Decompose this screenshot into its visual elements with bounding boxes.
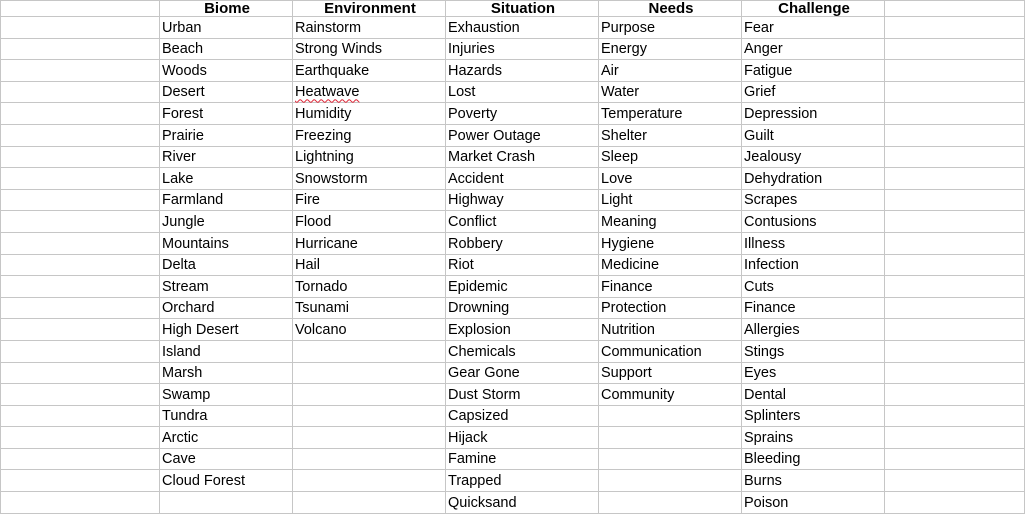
cell-text: Urban <box>162 19 202 36</box>
cell-environment[interactable] <box>293 189 446 211</box>
blank-cell[interactable] <box>885 232 1025 254</box>
cell-challenge[interactable] <box>742 362 885 384</box>
cell-text: Water <box>601 84 640 101</box>
cell-text: Community <box>601 386 675 403</box>
cell-text: Fear <box>744 19 774 36</box>
cell-situation[interactable] <box>446 103 599 125</box>
blank-cell[interactable] <box>885 211 1025 233</box>
cell-situation[interactable] <box>446 232 599 254</box>
header-environment[interactable]: Environment <box>293 1 446 17</box>
cell-needs[interactable] <box>599 340 742 362</box>
cell-situation[interactable] <box>446 276 599 298</box>
cell-biome[interactable] <box>160 232 293 254</box>
cell-text: Tsunami <box>295 300 349 317</box>
cell-text: Love <box>601 170 633 187</box>
cell-situation[interactable] <box>446 211 599 233</box>
cell-text: Snowstorm <box>295 170 368 187</box>
cell-biome[interactable] <box>160 146 293 168</box>
cell-text: Capsized <box>448 408 509 425</box>
blank-cell[interactable] <box>1 60 160 82</box>
cell-text: Tundra <box>162 408 208 425</box>
cell-needs[interactable] <box>599 448 742 470</box>
cell-text: Flood <box>295 213 332 230</box>
cell-environment[interactable] <box>293 103 446 125</box>
cell-text: Woods <box>162 62 207 79</box>
table-row <box>1 297 1025 319</box>
cell-text: Finance <box>601 278 653 295</box>
cell-needs[interactable] <box>599 470 742 492</box>
cell-text: Jungle <box>162 213 205 230</box>
cell-text: Accident <box>448 170 504 187</box>
blank-cell[interactable] <box>885 38 1025 60</box>
cell-needs[interactable] <box>599 189 742 211</box>
cell-text: Trapped <box>448 473 502 490</box>
cell-biome[interactable] <box>160 448 293 470</box>
cell-situation[interactable] <box>446 81 599 103</box>
cell-text: Fire <box>295 192 320 209</box>
blank-cell[interactable] <box>885 362 1025 384</box>
table-row <box>1 384 1025 406</box>
cell-text: Famine <box>448 451 497 468</box>
cell-biome[interactable] <box>160 81 293 103</box>
cell-needs[interactable] <box>599 319 742 341</box>
cell-text: Grief <box>744 84 776 101</box>
cell-text: Nutrition <box>601 321 655 338</box>
cell-text: Riot <box>448 257 474 274</box>
cell-needs[interactable] <box>599 232 742 254</box>
cell-environment[interactable] <box>293 211 446 233</box>
cell-text: Poverty <box>448 105 498 122</box>
blank-cell[interactable] <box>1 405 160 427</box>
blank-cell[interactable] <box>1 146 160 168</box>
cell-situation[interactable] <box>446 448 599 470</box>
table-row <box>1 362 1025 384</box>
cell-challenge[interactable] <box>742 384 885 406</box>
blank-cell[interactable] <box>885 146 1025 168</box>
cell-needs[interactable] <box>599 81 742 103</box>
cell-text: Stings <box>744 343 785 360</box>
header-situation[interactable]: Situation <box>446 1 599 17</box>
cell-needs[interactable] <box>599 254 742 276</box>
blank-cell[interactable] <box>1 124 160 146</box>
cell-needs[interactable] <box>599 427 742 449</box>
table-row <box>1 168 1025 190</box>
table-row <box>1 254 1025 276</box>
table-row <box>1 38 1025 60</box>
cell-text: Volcano <box>295 321 347 338</box>
cell-text: Stream <box>162 278 209 295</box>
cell-text: Arctic <box>162 429 199 446</box>
cell-environment[interactable] <box>293 60 446 82</box>
cell-situation[interactable] <box>446 319 599 341</box>
cell-text: Contusions <box>744 213 817 230</box>
cell-situation[interactable] <box>446 362 599 384</box>
cell-text: Cuts <box>744 278 774 295</box>
cell-biome[interactable] <box>160 405 293 427</box>
cell-challenge[interactable] <box>742 211 885 233</box>
cell-text: Temperature <box>601 105 683 122</box>
blank-cell[interactable] <box>1 232 160 254</box>
cell-challenge[interactable] <box>742 427 885 449</box>
cell-text: Energy <box>601 41 647 58</box>
cell-biome[interactable] <box>160 124 293 146</box>
cell-challenge[interactable] <box>742 276 885 298</box>
cell-text: Shelter <box>601 127 647 144</box>
cell-text: Illness <box>744 235 786 252</box>
cell-biome[interactable] <box>160 297 293 319</box>
blank-cell[interactable] <box>885 17 1025 39</box>
cell-text: Depression <box>744 105 818 122</box>
cell-environment[interactable] <box>293 405 446 427</box>
cell-biome[interactable] <box>160 38 293 60</box>
header-biome[interactable]: Biome <box>160 1 293 17</box>
blank-cell[interactable] <box>885 340 1025 362</box>
blank-cell[interactable] <box>885 297 1025 319</box>
cell-biome[interactable] <box>160 103 293 125</box>
cell-situation[interactable] <box>446 124 599 146</box>
cell-biome[interactable] <box>160 362 293 384</box>
blank-cell[interactable] <box>1 362 160 384</box>
cell-biome[interactable] <box>160 189 293 211</box>
cell-text: Protection <box>601 300 667 317</box>
cell-text: Purpose <box>601 19 656 36</box>
cell-needs[interactable] <box>599 211 742 233</box>
cell-text: Hail <box>295 257 320 274</box>
cell-environment[interactable] <box>293 319 446 341</box>
cell-biome[interactable] <box>160 60 293 82</box>
blank-cell[interactable] <box>1 319 160 341</box>
cell-needs[interactable] <box>599 146 742 168</box>
cell-environment[interactable] <box>293 297 446 319</box>
cell-text: Prairie <box>162 127 204 144</box>
cell-text: Meaning <box>601 213 657 230</box>
blank-cell[interactable] <box>885 81 1025 103</box>
cell-text: Splinters <box>744 408 801 425</box>
cell-text: Robbery <box>448 235 503 252</box>
blank-cell[interactable] <box>885 492 1025 514</box>
blank-cell[interactable] <box>1 168 160 190</box>
cell-challenge[interactable] <box>742 17 885 39</box>
cell-text: Heatwave <box>295 84 360 101</box>
blank-cell[interactable] <box>1 297 160 319</box>
cell-text: Quicksand <box>448 494 517 511</box>
cell-text: Gear Gone <box>448 365 520 382</box>
blank-cell[interactable] <box>1 211 160 233</box>
cell-biome[interactable] <box>160 384 293 406</box>
cell-text: Chemicals <box>448 343 516 360</box>
cell-needs[interactable] <box>599 276 742 298</box>
table-row <box>1 211 1025 233</box>
cell-challenge[interactable] <box>742 448 885 470</box>
cell-text: Explosion <box>448 321 511 338</box>
cell-text: Poison <box>744 494 789 511</box>
cell-challenge[interactable] <box>742 168 885 190</box>
cell-text: Air <box>601 62 619 79</box>
cell-environment[interactable] <box>293 17 446 39</box>
blank-cell[interactable] <box>885 405 1025 427</box>
cell-challenge[interactable] <box>742 232 885 254</box>
cell-text: Exhaustion <box>448 19 520 36</box>
cell-text: Cave <box>162 451 196 468</box>
cell-text: Communication <box>601 343 702 360</box>
cell-needs[interactable] <box>599 60 742 82</box>
cell-environment[interactable] <box>293 448 446 470</box>
cell-text: Hurricane <box>295 235 358 252</box>
cell-situation[interactable] <box>446 405 599 427</box>
header-needs[interactable]: Needs <box>599 1 742 17</box>
cell-text: Dental <box>744 386 786 403</box>
cell-text: Conflict <box>448 213 497 230</box>
cell-text: Beach <box>162 41 204 58</box>
cell-text: Sleep <box>601 149 639 166</box>
cell-biome[interactable] <box>160 470 293 492</box>
cell-environment[interactable] <box>293 470 446 492</box>
cell-text: Eyes <box>744 365 777 382</box>
cell-text: Farmland <box>162 192 224 209</box>
cell-biome[interactable] <box>160 254 293 276</box>
cell-text: Desert <box>162 84 205 101</box>
cell-situation[interactable] <box>446 254 599 276</box>
cell-challenge[interactable] <box>742 405 885 427</box>
cell-text: Orchard <box>162 300 215 317</box>
cell-situation[interactable] <box>446 384 599 406</box>
cell-challenge[interactable] <box>742 38 885 60</box>
cell-text: Swamp <box>162 386 211 403</box>
cell-text: Tornado <box>295 278 348 295</box>
cell-challenge[interactable] <box>742 60 885 82</box>
table-row <box>1 146 1025 168</box>
cell-challenge[interactable] <box>742 254 885 276</box>
cell-text: Lost <box>448 84 476 101</box>
table-row <box>1 448 1025 470</box>
blank-cell[interactable] <box>1 384 160 406</box>
cell-challenge[interactable] <box>742 189 885 211</box>
cell-text: Finance <box>744 300 796 317</box>
cell-biome[interactable] <box>160 168 293 190</box>
blank-cell[interactable] <box>1 81 160 103</box>
cell-text: Scrapes <box>744 192 798 209</box>
blank-cell[interactable] <box>1 448 160 470</box>
cell-text: Drowning <box>448 300 510 317</box>
table-row <box>1 103 1025 125</box>
cell-text: Medicine <box>601 257 660 274</box>
blank-cell[interactable] <box>885 168 1025 190</box>
cell-biome[interactable] <box>160 427 293 449</box>
cell-text: Strong Winds <box>295 41 383 58</box>
cell-text: Light <box>601 192 633 209</box>
cell-text: Dehydration <box>744 170 823 187</box>
cell-text: Allergies <box>744 321 800 338</box>
blank-cell[interactable] <box>885 276 1025 298</box>
cell-text: Forest <box>162 105 204 122</box>
cell-situation[interactable] <box>446 38 599 60</box>
blank-cell[interactable] <box>885 189 1025 211</box>
cell-text: Cloud Forest <box>162 473 246 490</box>
cell-text: Delta <box>162 257 196 274</box>
cell-situation[interactable] <box>446 427 599 449</box>
blank-cell[interactable] <box>1 340 160 362</box>
table-row <box>1 405 1025 427</box>
cell-text: Lightning <box>295 149 354 166</box>
cell-challenge[interactable] <box>742 103 885 125</box>
cell-environment[interactable] <box>293 384 446 406</box>
cell-environment[interactable] <box>293 362 446 384</box>
cell-text: Injuries <box>448 41 495 58</box>
cell-text: Power Outage <box>448 127 541 144</box>
cell-text: Epidemic <box>448 278 508 295</box>
table-row <box>1 319 1025 341</box>
cell-text: Dust Storm <box>448 386 521 403</box>
cell-biome[interactable] <box>160 340 293 362</box>
blank-cell[interactable] <box>885 1 1025 17</box>
cell-environment[interactable] <box>293 340 446 362</box>
table-row <box>1 124 1025 146</box>
cell-text: Mountains <box>162 235 229 252</box>
blank-cell[interactable] <box>885 448 1025 470</box>
header-row <box>1 1 1025 17</box>
cell-biome[interactable] <box>160 17 293 39</box>
cell-situation[interactable] <box>446 470 599 492</box>
blank-cell[interactable] <box>885 254 1025 276</box>
blank-cell[interactable] <box>1 17 160 39</box>
cell-situation[interactable] <box>446 60 599 82</box>
blank-cell[interactable] <box>885 319 1025 341</box>
blank-cell[interactable] <box>885 103 1025 125</box>
cell-situation[interactable] <box>446 492 599 514</box>
cell-biome[interactable] <box>160 492 293 514</box>
table-row <box>1 17 1025 39</box>
blank-cell[interactable] <box>885 384 1025 406</box>
cell-text: Infection <box>744 257 799 274</box>
cell-text: Sprains <box>744 429 794 446</box>
blank-cell[interactable] <box>1 492 160 514</box>
cell-needs[interactable] <box>599 297 742 319</box>
cell-environment[interactable] <box>293 427 446 449</box>
table-row <box>1 60 1025 82</box>
cell-text: Hygiene <box>601 235 655 252</box>
cell-text: Jealousy <box>744 149 802 166</box>
cell-text: Guilt <box>744 127 774 144</box>
cell-text: Fatigue <box>744 62 793 79</box>
cell-text: Rainstorm <box>295 19 362 36</box>
blank-cell[interactable] <box>1 1 160 17</box>
table-row <box>1 189 1025 211</box>
table-row <box>1 81 1025 103</box>
table-row <box>1 340 1025 362</box>
blank-cell[interactable] <box>1 38 160 60</box>
cell-text: River <box>162 149 196 166</box>
cell-situation[interactable] <box>446 297 599 319</box>
cell-text: Hazards <box>448 62 502 79</box>
blank-cell[interactable] <box>1 276 160 298</box>
cell-text: Lake <box>162 170 194 187</box>
cell-situation[interactable] <box>446 168 599 190</box>
cell-text: Bleeding <box>744 451 801 468</box>
table-row <box>1 492 1025 514</box>
blank-cell[interactable] <box>885 60 1025 82</box>
blank-cell[interactable] <box>1 427 160 449</box>
cell-needs[interactable] <box>599 38 742 60</box>
cell-text: Earthquake <box>295 62 370 79</box>
cell-situation[interactable] <box>446 146 599 168</box>
cell-challenge[interactable] <box>742 470 885 492</box>
cell-text: Hijack <box>448 429 488 446</box>
cell-needs[interactable] <box>599 124 742 146</box>
blank-cell[interactable] <box>885 470 1025 492</box>
cell-text: Support <box>601 365 652 382</box>
header-challenge[interactable]: Challenge <box>742 1 885 17</box>
blank-cell[interactable] <box>1 254 160 276</box>
cell-challenge[interactable] <box>742 340 885 362</box>
cell-text: Burns <box>744 473 782 490</box>
cell-challenge[interactable] <box>742 146 885 168</box>
cell-needs[interactable] <box>599 384 742 406</box>
cell-situation[interactable] <box>446 189 599 211</box>
cell-needs[interactable] <box>599 405 742 427</box>
blank-cell[interactable] <box>1 470 160 492</box>
cell-environment[interactable] <box>293 38 446 60</box>
cell-text: Freezing <box>295 127 352 144</box>
cell-environment[interactable] <box>293 124 446 146</box>
cell-text: Marsh <box>162 365 203 382</box>
cell-text: Humidity <box>295 105 352 122</box>
cell-environment[interactable] <box>293 254 446 276</box>
cell-challenge[interactable] <box>742 124 885 146</box>
cell-needs[interactable] <box>599 17 742 39</box>
cell-needs[interactable] <box>599 168 742 190</box>
cell-text: High Desert <box>162 321 239 338</box>
cell-situation[interactable] <box>446 17 599 39</box>
table-row <box>1 276 1025 298</box>
cell-environment[interactable] <box>293 232 446 254</box>
blank-cell[interactable] <box>1 103 160 125</box>
cell-needs[interactable] <box>599 103 742 125</box>
cell-text: Anger <box>744 41 783 58</box>
cell-text: Market Crash <box>448 149 536 166</box>
cell-challenge[interactable] <box>742 319 885 341</box>
cell-biome[interactable] <box>160 319 293 341</box>
cell-needs[interactable] <box>599 492 742 514</box>
blank-cell[interactable] <box>885 427 1025 449</box>
cell-environment[interactable] <box>293 81 446 103</box>
cell-text: Highway <box>448 192 504 209</box>
blank-cell[interactable] <box>1 189 160 211</box>
blank-cell[interactable] <box>885 124 1025 146</box>
cell-environment[interactable] <box>293 146 446 168</box>
table-row <box>1 470 1025 492</box>
cell-biome[interactable] <box>160 211 293 233</box>
cell-needs[interactable] <box>599 362 742 384</box>
cell-environment[interactable] <box>293 492 446 514</box>
cell-environment[interactable] <box>293 276 446 298</box>
table-row <box>1 232 1025 254</box>
cell-challenge[interactable] <box>742 492 885 514</box>
table-row <box>1 427 1025 449</box>
cell-biome[interactable] <box>160 276 293 298</box>
cell-environment[interactable] <box>293 168 446 190</box>
cell-text: Island <box>162 343 201 360</box>
cell-challenge[interactable] <box>742 297 885 319</box>
cell-challenge[interactable] <box>742 81 885 103</box>
cell-situation[interactable] <box>446 340 599 362</box>
